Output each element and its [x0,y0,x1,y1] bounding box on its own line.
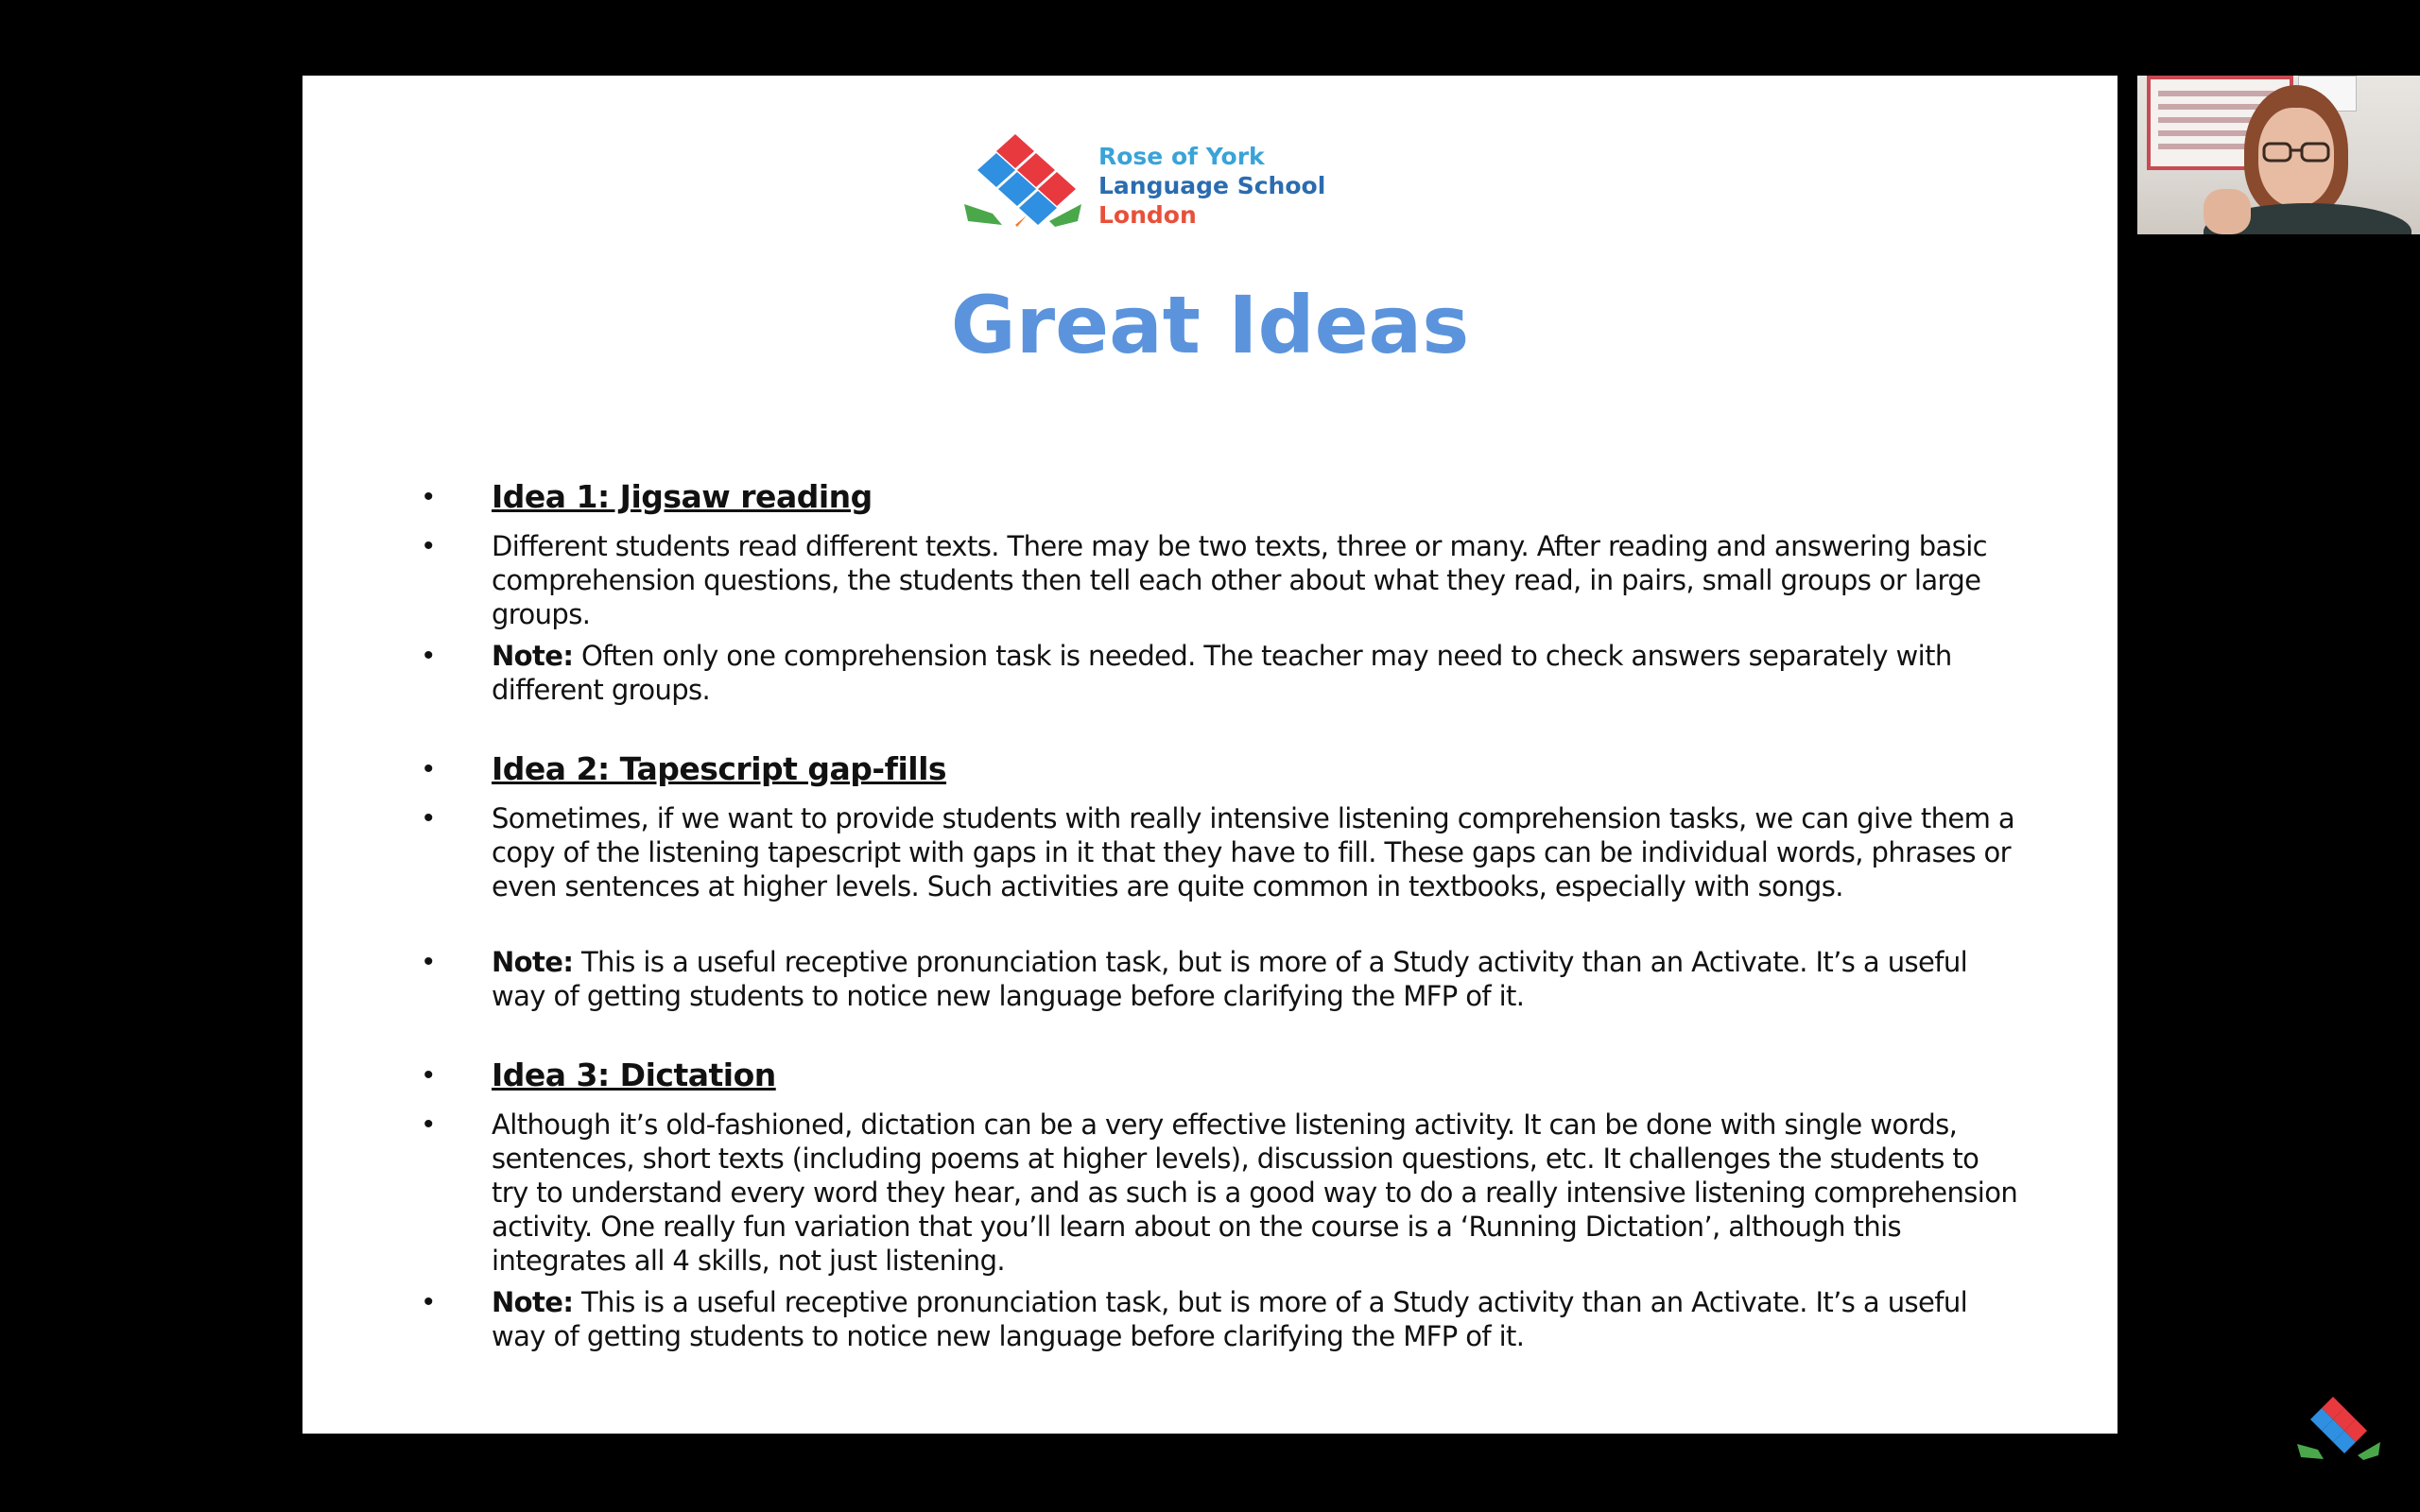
idea-1-note [492,639,2023,707]
slide-title: Great Ideas [950,279,1470,371]
glasses-icon [2260,142,2332,163]
presenter-webcam[interactable] [2137,76,2420,234]
bullet: • [424,946,434,977]
bullet: • [424,640,434,671]
logo-line-3: London [1098,201,1197,229]
idea-2-body: Sometimes, if we want to provide students with really intensive listening comprehension tasks, we can give them a copy of the listening tapescript with gaps in it that they have to fill. These gaps can be individual words, phrases or even sentences at higher levels. Such activities are quite common in textbooks, especially with songs. [492,802,2015,902]
presenter-hand [2204,189,2251,234]
note-label: Note: [492,946,574,978]
bullet: • [424,1286,434,1317]
note-label: Note: [492,640,574,672]
bullet: • [424,530,434,561]
bullet: • [424,753,434,784]
idea-3-heading: Idea 3: Dictation [492,1057,776,1093]
bullet: • [424,481,434,512]
idea-1-body: Different students read different texts. There may be two texts, three or many. After reading and answering basic comprehension questions, the students then tell each other about what they read, in pairs, small groups or large groups. [492,530,1988,630]
logo-line-1: Rose of York [1098,143,1265,170]
bullet: • [424,1059,434,1091]
diamond-logo-icon [964,134,1082,229]
slide [302,76,2118,1434]
logo-line-2: Language School [1098,172,1326,199]
note-text: This is a useful receptive pronunciation task, but is more of a Study activity than an Activate. It’s a useful way of getting students to notice new language before clarifying the MFP of it. [492,1286,1968,1352]
corner-diamond-logo-icon [2297,1397,2382,1461]
idea-2-note [492,945,2023,1013]
bullet: • [424,802,434,833]
idea-1-heading: Idea 1: Jigsaw reading [492,478,873,515]
note-label: Note: [492,1286,574,1318]
bullet: • [424,1108,434,1140]
idea-3-note [492,1285,2023,1353]
idea-3-body: Although it’s old-fashioned, dictation can be a very effective listening activity. It can be done with single words, sentences, short texts (including poems at higher levels), discussion questions, etc. It challenges the students to try to understand every word they hear, and as such is a good way to do a really intensive listening comprehension activity. One really fun variation that you’ll learn about on the course is a ‘Running Dictation’, although this integrates all 4 skills, not just listening. [492,1108,2018,1277]
note-text: Often only one comprehension task is needed. The teacher may need to check answers separately with different groups. [492,640,1952,706]
school-logo [964,134,1361,238]
idea-2-heading: Idea 2: Tapescript gap-fills [492,750,947,787]
note-text: This is a useful receptive pronunciation task, but is more of a Study activity than an Activate. It’s a useful way of getting students to notice new language before clarifying the MFP of it. [492,946,1968,1012]
